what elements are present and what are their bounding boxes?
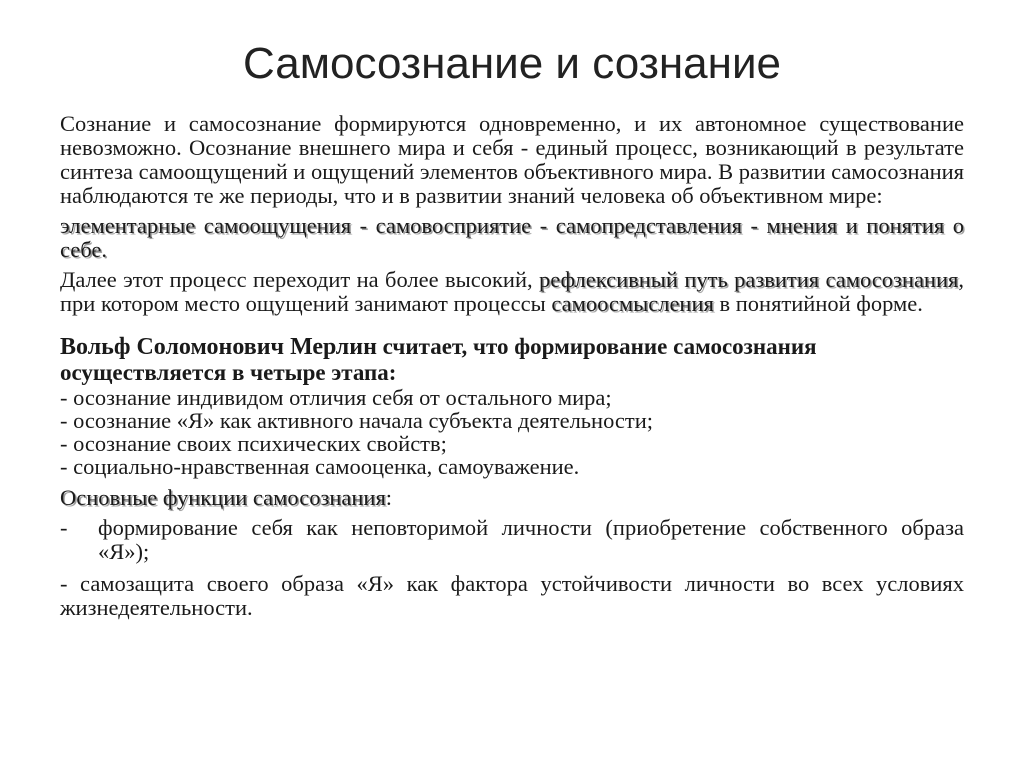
merlin-block	[60, 334, 964, 478]
function-item-last: - самозащита своего образа «Я» как фактора устойчивости личности во всех условиях жизнедеятельности.	[60, 571, 964, 620]
functions-heading	[60, 486, 964, 510]
reflexive-path-term: рефлексивный путь развития самосознания	[538, 267, 959, 292]
merlin-stage: - социально-нравственная самооценка, самоуважение.	[60, 454, 580, 479]
functions-colon: :	[385, 485, 393, 510]
merlin-claim: считает, что формирование самосознания осуществляется в четыре этапа:	[60, 334, 817, 385]
list-dash: -	[60, 515, 68, 540]
merlin-stage: - осознание индивидом отличия себя от остального мира;	[60, 385, 612, 410]
stages-paragraph: элементарные самоощущения - самовосприятие - самопредставления - мнения и понятия о себе.	[60, 213, 964, 262]
merlin-stage: - осознание «Я» как активного начала субъекта деятельности;	[60, 408, 654, 433]
reflexive-middle: , при котором место ощущений занимают процессы	[60, 267, 964, 316]
function-item	[60, 516, 964, 564]
intro-paragraph: Сознание и самосознание формируются одновременно, и их автономное существование невозможно. Осознание внешнего мира и себя - единый процесс, возникающий в результате синтеза самоощущений и ощущений элементов объективного мира. В развитии самосознания наблюдаются те же периоды, что и в развитии знаний человека об объективном мире:	[60, 111, 964, 208]
slide-title: Самосознание и сознание	[242, 39, 781, 88]
merlin-heading	[60, 334, 964, 386]
merlin-stage: - осознание своих психических свойств;	[60, 431, 447, 456]
slide-content	[60, 112, 964, 643]
reflexive-suffix: в понятийной форме.	[713, 291, 923, 316]
reflexive-paragraph	[60, 268, 964, 316]
self-reflection-term: самоосмысления	[551, 291, 714, 316]
functions-title: Основные функции самосознания	[60, 485, 386, 510]
reflexive-prefix: Далее этот процесс переходит на более высокий,	[60, 267, 539, 292]
merlin-name: Вольф Соломонович Мерлин	[60, 334, 377, 360]
function-item-text: формирование себя как неповторимой личности (приобретение собственного образа «Я»);	[98, 515, 964, 564]
